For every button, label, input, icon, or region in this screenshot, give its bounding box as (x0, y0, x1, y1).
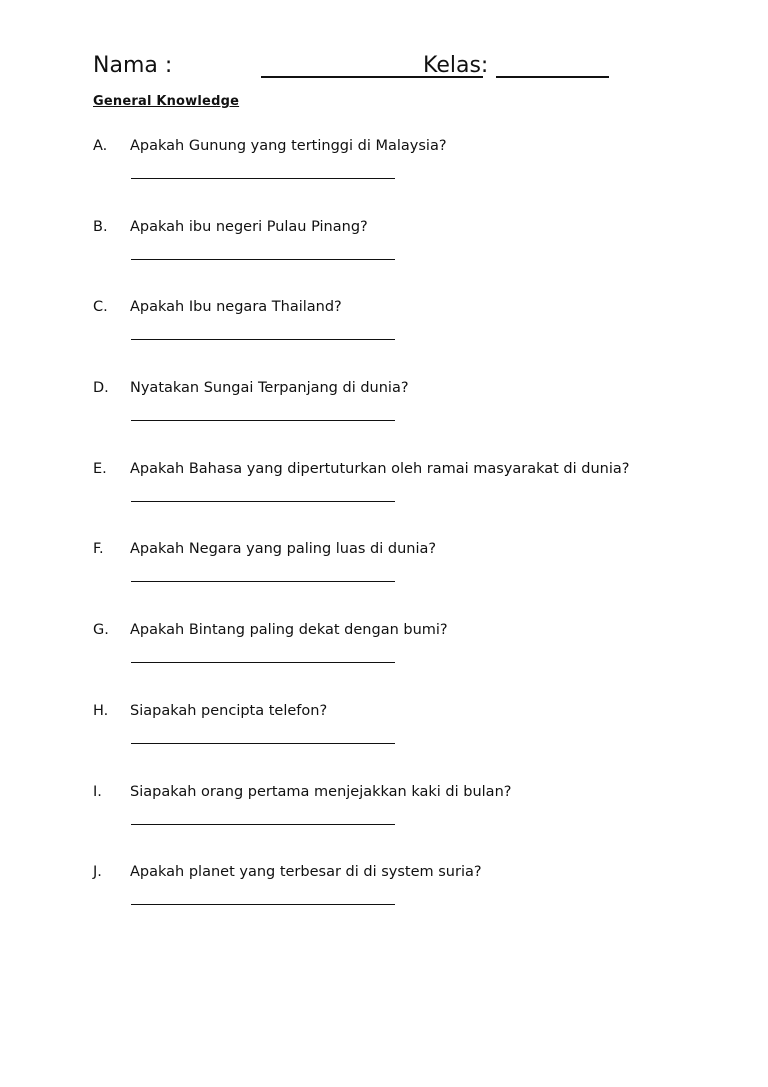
question-text: Apakah Bintang paling dekat dengan bumi? (130, 622, 448, 639)
question-letter: F. (93, 541, 104, 558)
question-item (93, 783, 713, 864)
name-label: Nama : (93, 53, 173, 78)
question-text: Siapakah pencipta telefon? (130, 702, 328, 719)
question-item (93, 621, 713, 702)
question-item (93, 863, 713, 944)
answer-line[interactable] (131, 259, 395, 260)
question-text: Apakah ibu negeri Pulau Pinang? (130, 218, 368, 235)
answer-line[interactable] (131, 743, 395, 744)
question-letter: H. (93, 702, 109, 719)
question-letter: J. (93, 864, 102, 881)
answer-line[interactable] (131, 339, 395, 340)
class-answer-line[interactable] (496, 76, 609, 78)
question-letter: B. (93, 218, 108, 235)
question-letter: G. (93, 622, 109, 639)
question-text: Apakah Gunung yang tertinggi di Malaysia? (130, 138, 447, 154)
question-item (93, 137, 713, 218)
answer-line[interactable] (131, 824, 395, 825)
answer-line[interactable] (131, 178, 395, 179)
question-text: Apakah planet yang terbesar di di system suria? (130, 864, 482, 881)
question-text: Nyatakan Sungai Terpanjang di dunia? (130, 380, 409, 397)
question-text: Apakah Bahasa yang dipertuturkan oleh ramai masyarakat di dunia? (130, 460, 630, 477)
question-text: Siapakah orang pertama menjejakkan kaki di bulan? (130, 783, 512, 800)
answer-line[interactable] (131, 904, 395, 905)
question-letter: E. (93, 460, 107, 477)
question-list (93, 137, 713, 944)
question-item (93, 460, 713, 541)
question-letter: D. (93, 380, 109, 397)
question-letter: I. (93, 783, 102, 800)
question-item (93, 702, 713, 783)
section-title: General Knowledge (93, 94, 240, 109)
question-item (93, 540, 713, 621)
answer-line[interactable] (131, 420, 395, 421)
answer-line[interactable] (131, 662, 395, 663)
question-item (93, 218, 713, 299)
answer-line[interactable] (131, 501, 395, 502)
question-item (93, 379, 713, 460)
question-text: Apakah Negara yang paling luas di dunia? (130, 541, 437, 558)
student-info-header (93, 52, 653, 82)
question-letter: C. (93, 299, 108, 316)
question-letter: A. (93, 138, 108, 154)
question-item (93, 298, 713, 379)
question-text: Apakah Ibu negara Thailand? (130, 299, 342, 316)
answer-line[interactable] (131, 581, 395, 582)
class-label: Kelas: (423, 53, 489, 78)
